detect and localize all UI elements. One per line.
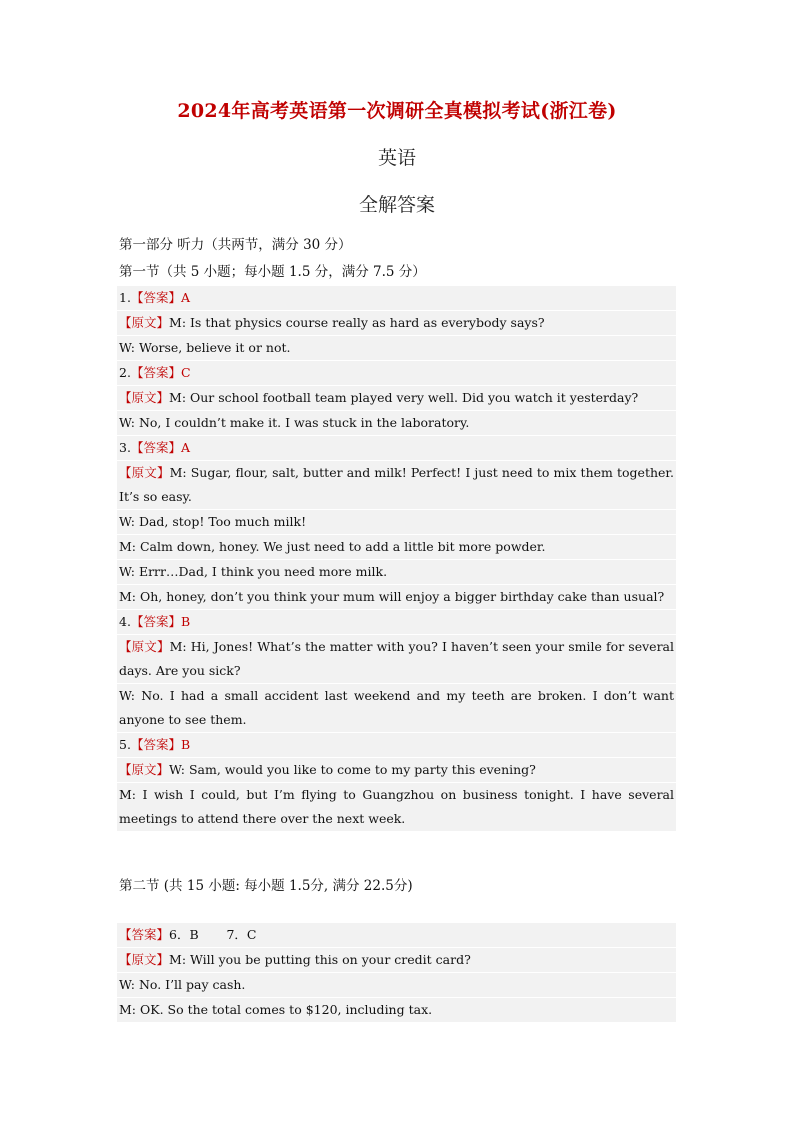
answer-value: A	[180, 440, 190, 455]
section2-answer-block	[117, 923, 676, 1023]
q6-7-transcript-line: 【原文】M: Will you be putting this on your credit card?	[117, 948, 676, 973]
q3-transcript-line: M: Oh, honey, don’t you think your mum will enjoy a bigger birthday cake than usual?	[117, 585, 676, 610]
answer-label: 4.【答案】	[119, 614, 181, 629]
q1-transcript-line: W: Worse, believe it or not.	[117, 336, 676, 361]
document-title: 2024年高考英语第一次调研全真模拟考试(浙江卷)	[177, 100, 617, 122]
q3-transcript-line: M: Calm down, honey. We just need to add a little bit more powder.	[117, 535, 676, 560]
document-type-title: 全解答案	[358, 194, 435, 216]
q4-transcript-line: 【原文】M: Hi, Jones! What’s the matter with you? I haven’t seen your smile for several days. Are you sick?	[117, 635, 676, 684]
q3-answer-line	[117, 436, 676, 461]
part1-heading: 第一部分 听力（共两节，满分 30 分）	[119, 237, 352, 253]
q1-transcript-line: 【原文】M: Is that physics course really as hard as everybody says?	[117, 311, 676, 336]
q5-answer-line	[117, 733, 676, 758]
q3-transcript-line: 【原文】M: Sugar, flour, salt, butter and milk! Perfect! I just need to mix them together. It’s so easy.	[117, 461, 676, 510]
answer-label: 3.【答案】	[119, 440, 181, 455]
q4-answer-line	[117, 610, 676, 635]
q3-transcript-line: W: Dad, stop! Too much milk!	[117, 510, 676, 535]
answer-value: B	[180, 614, 191, 629]
q6-7-transcript-line: W: No. I’ll pay cash.	[117, 973, 676, 998]
answer-label: 2.【答案】	[119, 365, 181, 380]
q5-transcript-line: M: I wish I could, but I’m flying to Guangzhou on business tonight. I have several meetings to attend there over the next week.	[117, 783, 676, 832]
section1-heading: 第一节（共 5 小题；每小题 1.5 分，满分 7.5 分）	[119, 264, 426, 280]
answer-value: C	[180, 365, 191, 380]
section2-heading: 第二节 (共 15 小题: 每小题 1.5分, 满分 22.5分)	[119, 878, 413, 894]
q2-transcript-line: 【原文】M: Our school football team played very well. Did you watch it yesterday?	[117, 386, 676, 411]
answer-value: B	[180, 737, 191, 752]
q2-transcript-line: W: No, I couldn’t make it. I was stuck in the laboratory.	[117, 411, 676, 436]
answer-label: 【答案】	[119, 927, 170, 942]
q2-answer-line	[117, 361, 676, 386]
subject-title: 英语	[377, 147, 416, 169]
q4-transcript-line: W: No. I had a small accident last weekend and my teeth are broken. I don’t want anyone to see them.	[117, 684, 676, 733]
section1-answer-block	[117, 286, 676, 832]
q6-7-answer-line	[117, 923, 676, 948]
answer-label: 1.【答案】	[119, 290, 181, 305]
q5-transcript-line: 【原文】W: Sam, would you like to come to my party this evening?	[117, 758, 676, 783]
q3-transcript-line: W: Errr…Dad, I think you need more milk.	[117, 560, 676, 585]
answer-value: A	[180, 290, 190, 305]
q6-7-transcript-line: M: OK. So the total comes to $120, including tax.	[117, 998, 676, 1023]
q1-answer-line	[117, 286, 676, 311]
answer-value: 6．B 7．C	[169, 927, 257, 942]
answer-label: 5.【答案】	[119, 737, 181, 752]
